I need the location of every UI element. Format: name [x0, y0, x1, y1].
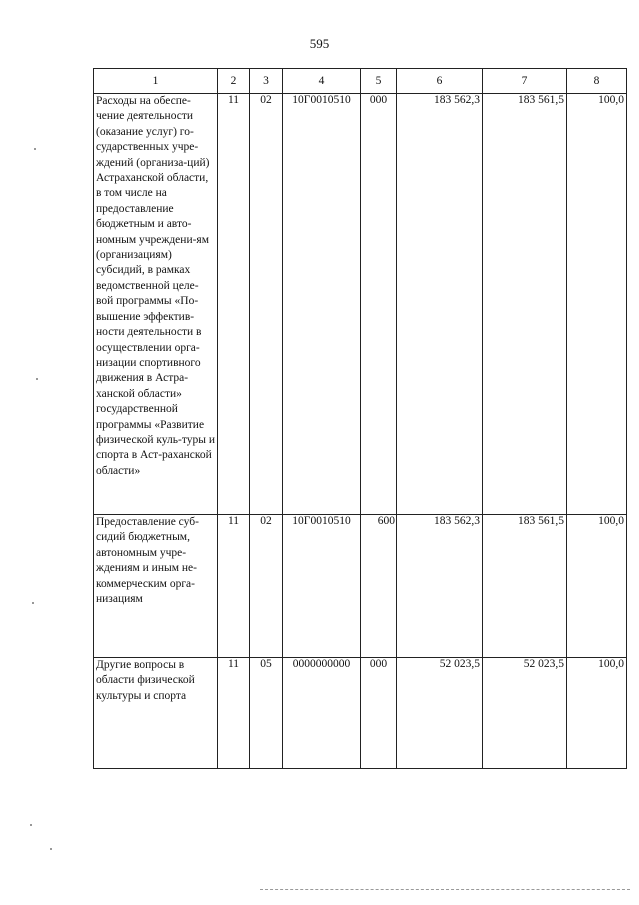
header-col-7: 7: [483, 69, 567, 94]
header-col-6: 6: [397, 69, 483, 94]
row-executed: 183 561,5: [483, 94, 567, 515]
scan-speck: [36, 378, 38, 380]
row-percent: 100,0: [567, 658, 627, 769]
row-subsection: 02: [250, 515, 283, 658]
scan-speck: [34, 148, 36, 150]
row-name: Предоставление суб-сидий бюджетным, автономным учре-ждениям и иным не-коммерческим орга-низациям: [94, 515, 218, 658]
row-subsection: 05: [250, 658, 283, 769]
table-row: [94, 658, 627, 769]
row-section: 11: [218, 658, 250, 769]
row-name: Другие вопросы в области физической культуры и спорта: [94, 658, 218, 769]
header-col-4: 4: [283, 69, 361, 94]
row-planned: 183 562,3: [397, 94, 483, 515]
header-row: [94, 69, 627, 94]
page-number: 595: [309, 36, 330, 51]
row-target-code: 10Г0010510: [283, 515, 361, 658]
row-percent: 100,0: [567, 515, 627, 658]
row-expense-type: 000: [361, 658, 397, 769]
row-name: Расходы на обеспе-чение деятельности (оказание услуг) го-сударственных учре-ждений (организа-ций) Астраханской области, в том числе на предоставление бюджетным и авто-номным учреждени-ям (организациям) субсидий, в рамках ведомственной целе-вой программы «По-вышение эффектив-ности деятельности в осуществлении орга-низации спортивного движения в Астра-ханской области» государственной программы «Развитие физической куль-туры и спорта в Аст-раханской области»: [94, 94, 218, 515]
budget-table: [93, 68, 627, 769]
table-row: [94, 515, 627, 658]
row-target-code: 0000000000: [283, 658, 361, 769]
row-executed: 183 561,5: [483, 515, 567, 658]
row-executed: 52 023,5: [483, 658, 567, 769]
row-section: 11: [218, 515, 250, 658]
row-planned: 183 562,3: [397, 515, 483, 658]
header-col-3: 3: [250, 69, 283, 94]
footer-rule: [260, 889, 630, 890]
header-col-5: 5: [361, 69, 397, 94]
row-planned: 52 023,5: [397, 658, 483, 769]
row-section: 11: [218, 94, 250, 515]
header-col-1: 1: [94, 69, 218, 94]
header-col-8: 8: [567, 69, 627, 94]
row-subsection: 02: [250, 94, 283, 515]
table-row: [94, 94, 627, 515]
header-col-2: 2: [218, 69, 250, 94]
row-percent: 100,0: [567, 94, 627, 515]
row-expense-type: 000: [361, 94, 397, 515]
scan-speck: [32, 602, 34, 604]
row-target-code: 10Г0010510: [283, 94, 361, 515]
row-expense-type: 600: [361, 515, 397, 658]
scan-speck: [30, 824, 32, 826]
scan-speck: [50, 848, 52, 850]
